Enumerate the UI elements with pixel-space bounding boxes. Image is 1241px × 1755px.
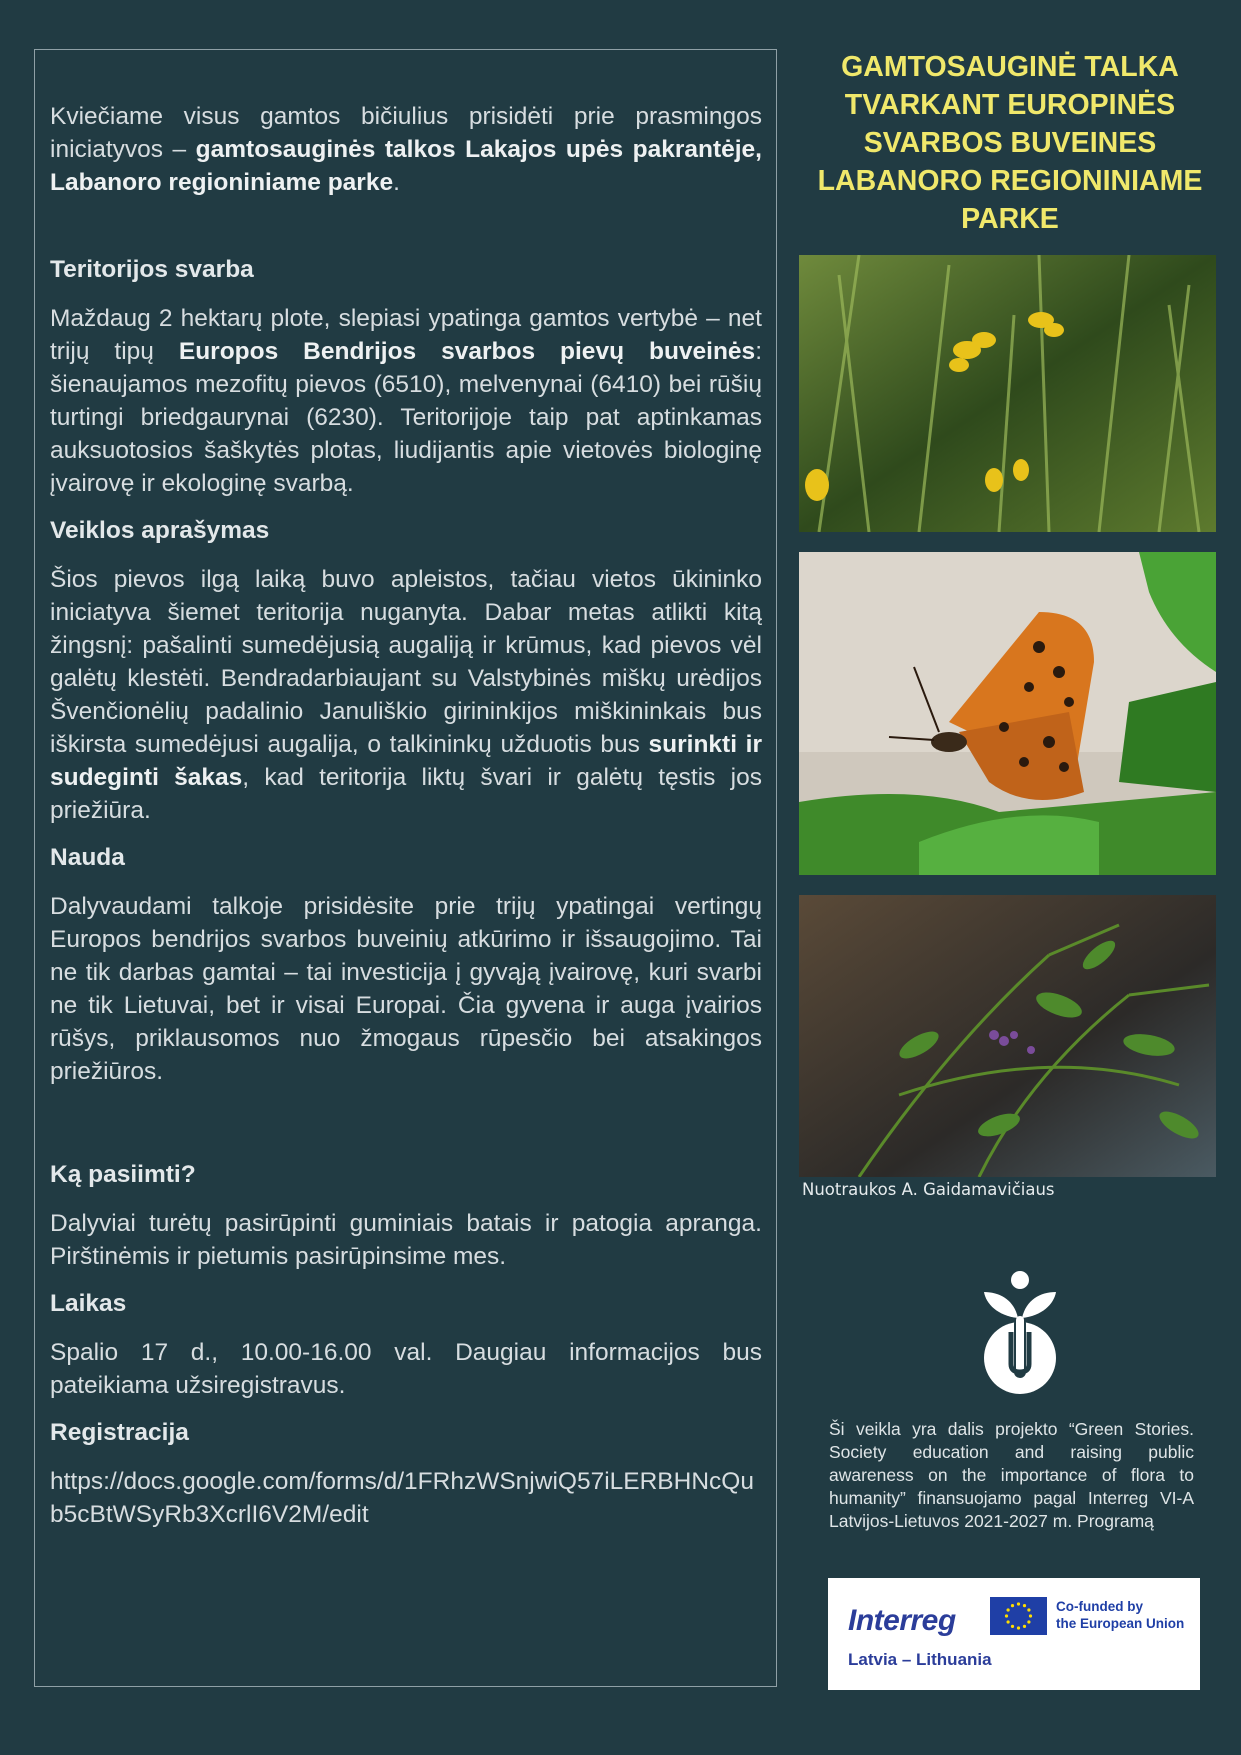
- cofunded-text: [1056, 1598, 1184, 1632]
- main-content: [50, 100, 762, 1531]
- interreg-logo: [828, 1578, 1200, 1690]
- heading-veiklos-aprasymas: Veiklos aprašymas: [50, 517, 270, 544]
- heading-registracija: Registracija: [50, 1419, 189, 1446]
- heading-laikas: Laikas: [50, 1290, 127, 1317]
- sprout-person-logo-icon: [978, 1268, 1062, 1396]
- svarba-paragraph: Maždaug 2 hektarų plote, slepiasi ypatinga gamtos vertybė – net trijų tipų Europos Bendrijos svarbos pievų buveinės: šienaujamos mezofitų pievos (6510), melvenynai (6410) bei rūšių turtingi briedgaurynai (6230). Teritorijoje taip pat aptinkamas auksuotosios šaškytės plotas, liudijantis apie vietovės biologinę įvairovę ir ekologinę svarbą.: [50, 305, 762, 497]
- heading-ka-pasiimti: Ką pasiimti?: [50, 1161, 196, 1188]
- intro-paragraph: Kviečiame visus gamtos bičiulius prisidėti prie prasmingos iniciatyvos – gamtosauginės talkos Lakajos upės pakrantėje, Labanoro regioniniame parke.: [50, 103, 762, 196]
- pasiimti-paragraph: Dalyviai turėtų pasirūpinti guminiais batais ir patogia apranga. Pirštinėmis ir pietumis pasirūpinsime mes.: [50, 1210, 762, 1270]
- poster-title: GAMTOSAUGINĖ TALKA TVARKANT EUROPINĖS SVARBOS BUVEINES LABANORO REGIONINIAME PARKE: [817, 51, 1203, 235]
- project-description: Ši veikla yra dalis projekto “Green Stories. Society education and raising public awareness on the importance of flora to humanity” finansuojamo pagal Interreg VI-A Latvijos-Lietuvos 2021-2027 m. Programą: [829, 1419, 1194, 1531]
- cofunded-line1: Co-funded by: [1056, 1599, 1143, 1614]
- heading-nauda: Nauda: [50, 844, 125, 871]
- photo-butterfly: [799, 552, 1216, 875]
- laikas-paragraph: Spalio 17 d., 10.00-16.00 val. Daugiau informacijos bus pateikiama užsiregistravus.: [50, 1339, 762, 1399]
- nauda-paragraph: Dalyvaudami talkoje prisidėsite prie trijų ypatingai vertingų Europos bendrijos svarbos buveinių atkūrimo ir išsaugojimo. Tai ne tik darbas gamtai – tai investicija į gyvąją įvairovę, kuri svarbi ne tik Lietuvai, bet ir visai Europai. Čia gyvena ir auga įvairios rūšys, priklausomos nuo žmogaus rūpesčio bei atsakingos priežiūros.: [50, 893, 762, 1085]
- photo-purple-plant: [799, 895, 1216, 1177]
- interreg-wordmark: Interreg: [848, 1604, 956, 1637]
- veiklos-paragraph: Šios pievos ilgą laiką buvo apleistos, tačiau vietos ūkininko iniciatyva šiemet teritorija nuganyta. Dabar metas atlikti kitą žingsnį: pašalinti sumedėjusią augaliją ir krūmus, kad pievos vėl galėtų klestėti. Bendradarbiaujant su Valstybinės miškų urėdijos Švenčionėlių padalinio Januliškio girininkijos miškininkais bus iškirsta sumedėjusi augalija, o talkininkų užduotis bus surinkti ir sudeginti šakas, kad teritorija liktų švari ir galėtų tęstis jos priežiūra.: [50, 566, 762, 824]
- photo-yellow-flowers: [799, 255, 1216, 532]
- heading-teritorijos-svarba: Teritorijos svarba: [50, 256, 254, 283]
- interreg-region: Latvia – Lithuania: [848, 1650, 992, 1669]
- photo-credit: Nuotraukos A. Gaidamavičiaus: [802, 1180, 1055, 1199]
- eu-flag-icon: [990, 1597, 1047, 1635]
- cofunded-line2: the European Union: [1056, 1616, 1185, 1631]
- registration-link[interactable]: https://docs.google.com/forms/d/1FRhzWSnjwiQ57iLERBHNcQub5cBtWSyRb3XcrlI6V2M/edit: [50, 1468, 754, 1528]
